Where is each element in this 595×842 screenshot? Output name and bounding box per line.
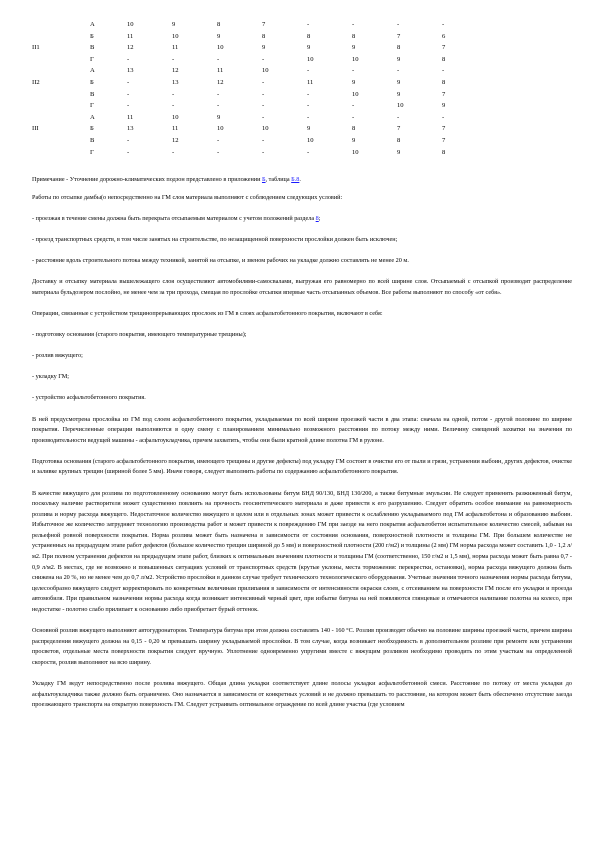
paragraph (32, 330, 572, 341)
value-cell: - (307, 67, 310, 75)
table-row (32, 89, 462, 101)
value-cell: 9 (307, 125, 311, 133)
row-label-cell: А (90, 21, 95, 28)
value-cell: - (217, 148, 220, 156)
value-cell: 9 (442, 102, 446, 110)
value-cell: 7 (397, 32, 401, 40)
value-cell: 8 (217, 21, 221, 28)
table-row (32, 42, 462, 54)
value-cell: 7 (397, 125, 401, 133)
row-label-cell: Б (90, 32, 94, 40)
paragraph-text: В ней предусмотрена прослойка из ГМ под слоем асфальтобетонного покрытия, укладываемая по всей ширине проезжей части в два этапа: сначала на одной, потом - другой половине по ширине покрытия. Перечисленные операции выполняются в одну смену с планированием минимально возможного расстояния по потоку между ними. Величину смещений захватки на значения по производительности ведущей машины - асфальтоукладчика, причем захватить, чтобы они были кратной длине полотна ГМ в рулоне. (32, 415, 572, 444)
value-cell: 8 (262, 32, 266, 40)
value-cell: - (127, 148, 130, 156)
value-cell: - (352, 113, 355, 121)
value-cell: - (172, 90, 175, 98)
value-cell: - (307, 102, 310, 110)
value-cell: - (172, 102, 175, 110)
value-cell: 8 (352, 32, 356, 40)
value-cell: - (217, 90, 220, 98)
value-cell: 7 (442, 136, 446, 144)
row-label-cell: В (90, 90, 95, 98)
paragraph-text: - проезжая в течение смены должна быть перекрыта отсыпаемым материалом с учетом положений раздела (32, 215, 316, 223)
value-cell: 9 (217, 113, 221, 121)
table-row (32, 54, 462, 66)
paragraph (32, 679, 572, 711)
group-cell (32, 147, 90, 159)
paragraph-text: Подготовка основания (старого асфальтобетонного покрытия, имеющего трещины и другие дефекты) под укладку ГМ состоит в очистке его от пыли и грязи, устранении выбоин, других дефектов, очистке и заливке крупных трещин (шириной более 5 мм). Иначе говоря, следует выполнить работы по содержанию асфальтобетонного покрытия. (32, 457, 572, 476)
paragraph (32, 457, 572, 478)
value-cell: 10 (352, 55, 359, 63)
value-cell: 8 (442, 55, 446, 63)
paragraph (32, 626, 572, 668)
value-cell: 7 (262, 21, 266, 28)
value-cell: 11 (127, 113, 134, 121)
note-suffix: . (299, 176, 301, 183)
value-cell: - (127, 55, 130, 63)
value-cell: - (352, 21, 355, 28)
note-link-appendix[interactable]: Б (261, 176, 266, 183)
value-cell: 9 (352, 44, 356, 52)
note-middle: , таблица (265, 176, 292, 183)
paragraph-text: Работы по отсыпке дамбы(о непосредственно на ГМ слоя материала выполняют с соблюдением следующих условий: (32, 194, 343, 201)
value-cell: 9 (352, 78, 356, 86)
table-row (32, 31, 462, 43)
value-cell: - (397, 67, 400, 75)
row-label-cell: Г (90, 102, 94, 110)
paragraph (32, 235, 572, 246)
value-cell: - (262, 78, 265, 86)
paragraph (32, 256, 572, 267)
table-row (32, 65, 462, 77)
paragraph (32, 214, 572, 225)
table-row (32, 147, 462, 159)
paragraph (32, 309, 572, 320)
paragraph-text: - укладку ГМ; (32, 373, 69, 381)
value-cell: 10 (262, 67, 269, 75)
row-label-cell: Б (90, 125, 94, 133)
table-row (32, 77, 462, 89)
value-cell: 11 (217, 67, 224, 75)
value-cell: 8 (352, 125, 356, 133)
value-cell: - (397, 21, 400, 28)
paragraph (32, 277, 572, 298)
value-cell: - (217, 136, 220, 144)
value-cell: 10 (217, 44, 224, 52)
value-cell: 6 (442, 32, 446, 40)
value-cell: 9 (307, 44, 311, 52)
table-note (32, 175, 572, 184)
paragraph-text: - устройство асфальтобетонного покрытия. (32, 394, 146, 402)
value-cell: 9 (262, 44, 266, 52)
value-cell: 12 (172, 136, 179, 144)
value-cell: 9 (397, 55, 401, 63)
value-cell: - (352, 102, 355, 110)
paragraph (32, 193, 572, 204)
row-label-cell: В (90, 44, 95, 52)
value-cell: - (127, 102, 130, 110)
group-cell (32, 89, 90, 101)
value-cell: - (307, 21, 310, 28)
value-cell: - (217, 102, 220, 110)
value-cell: - (127, 78, 130, 86)
group-cell (32, 54, 90, 66)
value-cell: - (172, 55, 175, 63)
value-cell: 13 (127, 125, 134, 133)
group-cell (32, 31, 90, 43)
paragraph-text-tail: ; (318, 215, 321, 223)
value-cell: 10 (172, 32, 179, 40)
paragraph-text: - розлив вяжущего; (32, 352, 83, 360)
value-cell: - (262, 148, 265, 156)
value-cell: 9 (352, 136, 356, 144)
table-row (32, 123, 462, 135)
value-cell: 8 (397, 136, 401, 144)
value-cell: - (262, 102, 265, 110)
group-cell (32, 65, 90, 77)
value-cell: 10 (352, 90, 359, 98)
value-cell: - (442, 67, 445, 75)
row-label-cell: Г (90, 148, 94, 156)
value-cell: - (352, 67, 355, 75)
value-cell: 10 (172, 113, 179, 121)
paragraph-text: Основной розлив вяжущего выполняют автогудронатором. Температура битума при этом должна составлять 140 - 160 °С. Розлив производят обычно на половине ширины проезжей части, причем ширина распределения вяжущего должна на 0,15 - 0,20 м превышать ширину укладываемой прослойки. В том случае, когда возникает необходимость в дополнительном розливе при ремонте или устранении просветов, отдельные места поверхности покрытия следует вручную. Уплотнение одновременно упругими вместе с вяжущим розливом необходимо проводить по этим участкам на определенной скорости, розлив выполняют на всю ширину. (32, 627, 572, 666)
table-row (32, 19, 462, 31)
section-link[interactable]: 8 (315, 215, 319, 223)
value-cell: - (127, 90, 130, 98)
value-cell: - (262, 55, 265, 63)
row-label-cell: Г (90, 55, 94, 63)
value-cell: - (442, 113, 445, 121)
row-label-cell: Б (90, 78, 94, 86)
value-cell: 9 (397, 148, 401, 156)
paragraph (32, 372, 572, 383)
value-cell: 11 (172, 125, 179, 133)
value-cell: 10 (307, 136, 314, 144)
group-cell: III (32, 125, 39, 133)
value-cell: 10 (307, 55, 314, 63)
value-cell: - (307, 148, 310, 156)
group-cell: II1 (32, 44, 40, 52)
table-row (32, 100, 462, 112)
row-label-cell: В (90, 136, 95, 144)
value-cell: 8 (307, 32, 311, 40)
table-row (32, 135, 462, 147)
paragraph-text: Укладку ГМ ведут непосредственно после розлива вяжущего. Общая длина укладки соответствует длине полосы укладки асфальтобетонной смеси. Расстояние по потоку от места укладки до асфальтоукладчика также должно быть ограничено. Оно назначается в зависимости от конкретных условий и не должно превышать то расстояние, на котором может быть обеспечено отсутствие заезда проезжающего транспорта на открытую поверхность ГМ. Следует устраивать оптимальное ограждение по всей длине участка (где условием (32, 680, 572, 709)
paragraph (32, 393, 572, 404)
value-cell: 13 (127, 67, 134, 75)
value-cell: 7 (442, 90, 446, 98)
value-cell: - (217, 55, 220, 63)
value-cell: 8 (442, 148, 446, 156)
value-cell: 10 (352, 148, 359, 156)
paragraph-text: - подготовку основания (старого покрытия, имеющего температурные трещины); (32, 331, 247, 339)
value-cell: 9 (217, 32, 221, 40)
value-cell: 9 (172, 21, 176, 28)
paragraph-text: В качестве вяжущего для розлива по подготовленному основанию могут быть использованы битум БНД 90/130, БНД 130/200, а также битумные эмульсии. Не следует применять разжиженный битум, поскольку наличие растворителя может существенно повлиять на прочность геосинтетического материала и даже привести к его разрушению. Следует обратить особое внимание на равномерность розлива и норму расхода вяжущего. Недостаточное количество вяжущего в целом или в отдельных зонах может привести к ослаблению укладываемого под ГМ асфальтобетона и образованию выбоин. Избыточное же количество затрудняет технологию производства работ и может привести к повреждению ГМ при заезде на него покрытия асфальтобетон испытательное количество смесей, забывая на рельефной ровной поверхности покрытия. Норма розлива может быть назначена в зависимости от состояния основания, поверхностной плотности и толщины ГМ. При большем количестве не устраненных на предыдущем этапе работ дефектов (большое количество трещин шириной до 5 мм) и поверхностной плотности (200 г/м2) и толщины (2 мм) ГМ норма расхода может составить 1,0 - 1,2 л/м2. При полном устранении дефектов на предыдущем этапе работ, близких к оптимальным значениям плотности и толщины ГМ (соответственно, 150 г/м2 и 1,5 мм), норма расхода может быть равна 0,7 - 0,9 л/м2. В местах, где не возможно и повышенных ситуациях условий от транспортных средств (крутые уклоны, места торможения: перекрестки, остановки), норма расхода вяжущего должна быть снижена на 20 %, но не менее чем до 0,7 л/м2. Устройство прослойки в данном случае требует технического технологического оборудования. Учетные значения точного назначения нормы расхода битума, целесообразно вяжущего следует корректировать по конкретным величинам прилипания в зависимости от интенсивности окраски слоев, с отсеиванием на поверхности ГМ после его укладки и проезда автомобиля. При правильном назначении нормы расхода когда возникает интенсивный черный цвет, при избытке битума на ней появляются глянцевые и отмечаются налипание полотна на колесо, при недостатке - полотно слабо прилипает к основанию либо приобретает бурый оттенок. (32, 489, 572, 614)
paragraph-text: - проезд транспортных средств, в том числе занятых на строительстве, по незащищенной поверхности прослойки должен быть исключен; (32, 236, 398, 244)
value-cell: 10 (127, 21, 134, 28)
value-cell: 11 (172, 44, 179, 52)
value-cell: - (127, 136, 130, 144)
group-cell: II2 (32, 78, 40, 86)
paragraph-text: - расстояние вдоль строительного потока между техникой, занятой на отсыпке, и звеном рабочих на укладке должно составлять не менее 20 м. (32, 257, 409, 265)
value-cell: 10 (262, 125, 269, 133)
value-cell: - (262, 136, 265, 144)
paragraph-text: Операции, связанные с устройством трещинопрерывающих прослоек из ГМ в слоях асфальтобетонного покрытия, включают в себя: (32, 310, 383, 318)
value-cell: 9 (397, 78, 401, 86)
group-cell (32, 135, 90, 147)
table-row (32, 112, 462, 124)
value-cell: 8 (397, 44, 401, 52)
note-link-table[interactable]: Б.8 (291, 176, 300, 183)
row-label-cell: А (90, 113, 95, 121)
group-cell (32, 100, 90, 112)
paragraph (32, 415, 572, 447)
value-cell: - (172, 148, 175, 156)
value-cell: 13 (172, 78, 179, 86)
paragraph-text: Доставку и отсыпку материала вышележащего слоя осуществляют автомобилями-самосвалами, выгружая его равномерно по всей ширине слоя. Отсыпаемый с отсыпкой производят распределение материала бульдозером послойно, не менее чем за три прохода, смещая по прослойке отсыпки впервые часть отсыпанных объемов. Все работы выполняют по способу «от себя». (32, 278, 572, 296)
value-cell: 10 (217, 125, 224, 133)
value-cell: 12 (217, 78, 224, 86)
value-cell: 11 (127, 32, 134, 40)
value-cell: 8 (442, 78, 446, 86)
value-cell: - (442, 21, 445, 28)
value-cell: 10 (397, 102, 404, 110)
value-cell: 7 (442, 125, 446, 133)
value-cell: - (307, 90, 310, 98)
body-text (32, 193, 572, 721)
note-prefix: Примечание - Уточнение дорожно-климатических подзон представлено в приложении (32, 176, 262, 183)
group-cell (32, 19, 90, 31)
value-cell: 9 (397, 90, 401, 98)
value-cell: 11 (307, 78, 314, 86)
value-cell: - (307, 113, 310, 121)
value-cell: 7 (442, 44, 446, 52)
value-cell: - (397, 113, 400, 121)
row-label-cell: А (90, 67, 95, 75)
group-cell (32, 112, 90, 124)
value-cell: 12 (172, 67, 179, 75)
paragraph (32, 489, 572, 616)
value-cell: - (262, 90, 265, 98)
grade-table (32, 19, 462, 158)
value-cell: 12 (127, 44, 134, 52)
value-cell: - (262, 113, 265, 121)
paragraph (32, 351, 572, 362)
